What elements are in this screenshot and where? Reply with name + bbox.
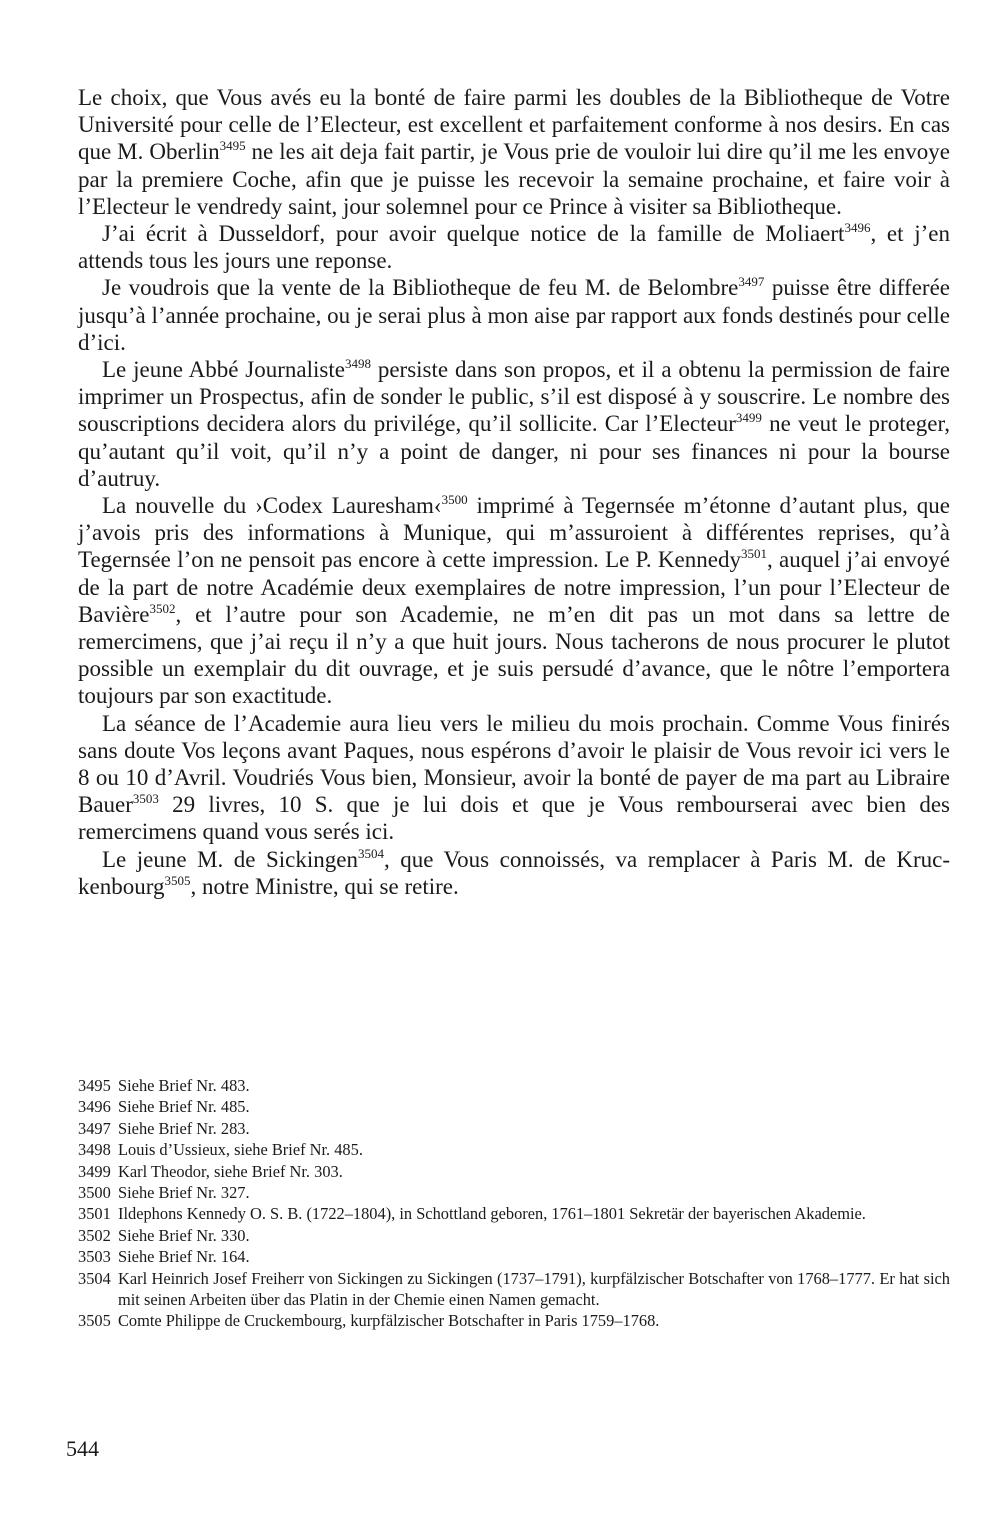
paragraph-text: , et l’autre pour son Academie, ne m’en dit pas un mot dans sa lettre de remercimens, que j’ai reçu il n’y a que huit jours. Nous tacherons de nous procurer le plutot possible un exemplair du dit ouvrage, et je suis persudé d’avance, que le nôtre l’emportera toujours par son exactitude. bbox=[78, 601, 950, 709]
footnote-reference[interactable]: 3497 bbox=[738, 274, 765, 290]
footnote-reference[interactable]: 3502 bbox=[149, 600, 176, 616]
footnote-reference[interactable]: 3496 bbox=[844, 220, 871, 236]
paragraph-text: ne les ait deja fait partir, je Vous prie de vouloir lui dire qu’il me les envoye par la premiere Coche, afin que je puisse les recevoir la semaine prochaine, et faire voir à l’Electeur le vendredy saint, jour solemnel pour ce Prince à visiter sa Bibliotheque. bbox=[78, 139, 950, 219]
footnote-item bbox=[78, 1246, 950, 1267]
footnote-text: Comte Philippe de Cruckembourg, kurpfälzischer Botschafter in Paris 1759–1768. bbox=[118, 1311, 660, 1331]
paragraph-text: Le jeune M. de Sickingen bbox=[102, 846, 358, 872]
footnote-reference[interactable]: 3500 bbox=[441, 492, 468, 508]
footnote-text: Karl Theodor, siehe Brief Nr. 303. bbox=[118, 1161, 343, 1181]
footnote-text: Siehe Brief Nr. 283. bbox=[118, 1118, 250, 1138]
body-paragraph bbox=[78, 220, 950, 274]
paragraph-text: , et j’en attends tous les jours une reponse. bbox=[78, 221, 950, 274]
paragraph-text: , auquel j’ai envoyé de la part de notre Académie deux exemplaires de notre impression, l’un pour l’Electeur de Bavière bbox=[78, 547, 951, 627]
footnote-item bbox=[78, 1075, 950, 1096]
footnote-text: Siehe Brief Nr. 483. bbox=[118, 1076, 250, 1095]
footnote-number: 3501 bbox=[78, 1204, 111, 1224]
footnote-number: 3499 bbox=[78, 1161, 111, 1181]
footnote-reference[interactable]: 3501 bbox=[740, 546, 767, 562]
footnote-reference[interactable]: 3504 bbox=[357, 845, 384, 861]
paragraph-text: La séance de l’Academie aura lieu vers le milieu du mois prochain. Comme Vous finirés sans doute Vos leçons avant Paques, nous espérons d’avoir le plaisir de Vous revoir ici vers le 8 ou 10 d’Avril. Voudriés Vous bien, Monsieur, avoir la bonté de payer de ma part au Libraire Bauer bbox=[78, 710, 950, 818]
footnote-item bbox=[78, 1182, 950, 1203]
footnote-item bbox=[78, 1310, 950, 1331]
paragraph-text: Le jeune Abbé Journaliste bbox=[102, 357, 345, 383]
footnote-number: 3496 bbox=[78, 1097, 111, 1117]
footnote-item bbox=[78, 1268, 950, 1311]
footnote-number: 3504 bbox=[78, 1268, 111, 1288]
footnote-text: Siehe Brief Nr. 330. bbox=[118, 1225, 250, 1245]
footnote-item bbox=[78, 1096, 950, 1117]
footnote-reference[interactable]: 3499 bbox=[735, 410, 762, 426]
footnote-text: Siehe Brief Nr. 327. bbox=[118, 1183, 250, 1203]
footnote-text: Siehe Brief Nr. 485. bbox=[118, 1097, 250, 1117]
paragraph-text: Je voudrois que la vente de la Bibliotheque de feu M. de Belombre bbox=[102, 275, 739, 301]
body-paragraph bbox=[78, 492, 950, 710]
footnote-reference[interactable]: 3498 bbox=[344, 356, 371, 372]
paragraph-text: 29 livres, 10 S. que je lui dois et que je Vous rembourserai avec bien des remercimens quand vous serés ici. bbox=[78, 792, 950, 845]
footnote-item bbox=[78, 1225, 950, 1246]
footnote-text: Louis d’Ussieux, siehe Brief Nr. 485. bbox=[118, 1140, 363, 1160]
footnote-text: Karl Heinrich Josef Freiherr von Sickingen zu Sickingen (1737–1791), kurpfälzischer Botschafter von 1768–1777. Er hat sich mit seinen Arbeiten über das Platin in der Chemie einen Namen gemacht. bbox=[118, 1268, 950, 1310]
page-number: 544 bbox=[66, 1436, 99, 1461]
paragraph-text: J’ai écrit à Dusseldorf, pour avoir quelque notice de la famille de Moliaert bbox=[102, 221, 845, 247]
footnote-number: 3503 bbox=[78, 1247, 111, 1267]
paragraph-text: ne veut le proteger, qu’autant qu’il voit, qu’il n’y a point de danger, ni pour ses finances ni pour la bourse d’autruy. bbox=[78, 411, 950, 491]
letter-body bbox=[78, 84, 950, 900]
footnote-reference[interactable]: 3505 bbox=[164, 872, 191, 888]
footnote-number: 3495 bbox=[78, 1076, 111, 1095]
paragraph-text: La nouvelle du ›Codex Lauresham‹ bbox=[102, 493, 442, 519]
footnote-number: 3498 bbox=[78, 1140, 111, 1160]
paragraph-text: Le choix, que Vous avés eu la bonté de faire parmi les doubles de la Bibliotheque de Votre Université pour celle de l’Electeur, est excellent et parfaitement conforme à nos desirs. En cas que M. Oberlin bbox=[78, 85, 950, 165]
footnote-reference[interactable]: 3495 bbox=[219, 138, 246, 154]
body-paragraph bbox=[78, 710, 950, 846]
footnote-item bbox=[78, 1139, 950, 1160]
footnote-reference[interactable]: 3503 bbox=[132, 791, 159, 807]
footnote-text: Siehe Brief Nr. 164. bbox=[118, 1247, 250, 1267]
paragraph-text: , notre Ministre, qui se retire. bbox=[190, 873, 459, 899]
body-paragraph bbox=[78, 84, 950, 220]
body-paragraph bbox=[78, 274, 950, 356]
footnote-number: 3505 bbox=[78, 1311, 111, 1331]
footnote-number: 3500 bbox=[78, 1183, 111, 1203]
footnote-item bbox=[78, 1118, 950, 1139]
footnote-item bbox=[78, 1161, 950, 1182]
body-paragraph bbox=[78, 356, 950, 492]
footnote-number: 3502 bbox=[78, 1225, 111, 1245]
paragraph-text: imprimé à Tegernsée m’étonne d’autant plus, que j’avois pris des informations à Munique, qui m’assuroient à différentes reprises, qu’à Tegernsée l’on ne pensoit pas encore à cette impression. Le P. Kennedy bbox=[78, 493, 950, 573]
paragraph-text: , que Vous connoissés, va remplacer à Paris M. de Kruckenbourg bbox=[78, 846, 950, 899]
footnotes-section bbox=[78, 1075, 950, 1332]
body-paragraph bbox=[78, 846, 950, 900]
footnote-text: Ildephons Kennedy O. S. B. (1722–1804), in Schottland geboren, 1761–1801 Sekretär der bayerischen Akademie. bbox=[118, 1204, 866, 1224]
paragraph-text: persiste dans son propos, et il a obtenu la permission de faire imprimer un Prospectus, afin de sonder le public, s’il est disposé à y souscrire. Le nombre des souscriptions decidera alors du privilége, qu’il sollicite. Car l’Electeur bbox=[78, 357, 950, 437]
footnote-number: 3497 bbox=[78, 1118, 111, 1138]
paragraph-text: puisse être differée jusqu’à l’année prochaine, ou je serai plus à mon aise par rapport aux fonds destinés pour celle d’ici. bbox=[78, 275, 950, 355]
footnote-item bbox=[78, 1203, 950, 1224]
